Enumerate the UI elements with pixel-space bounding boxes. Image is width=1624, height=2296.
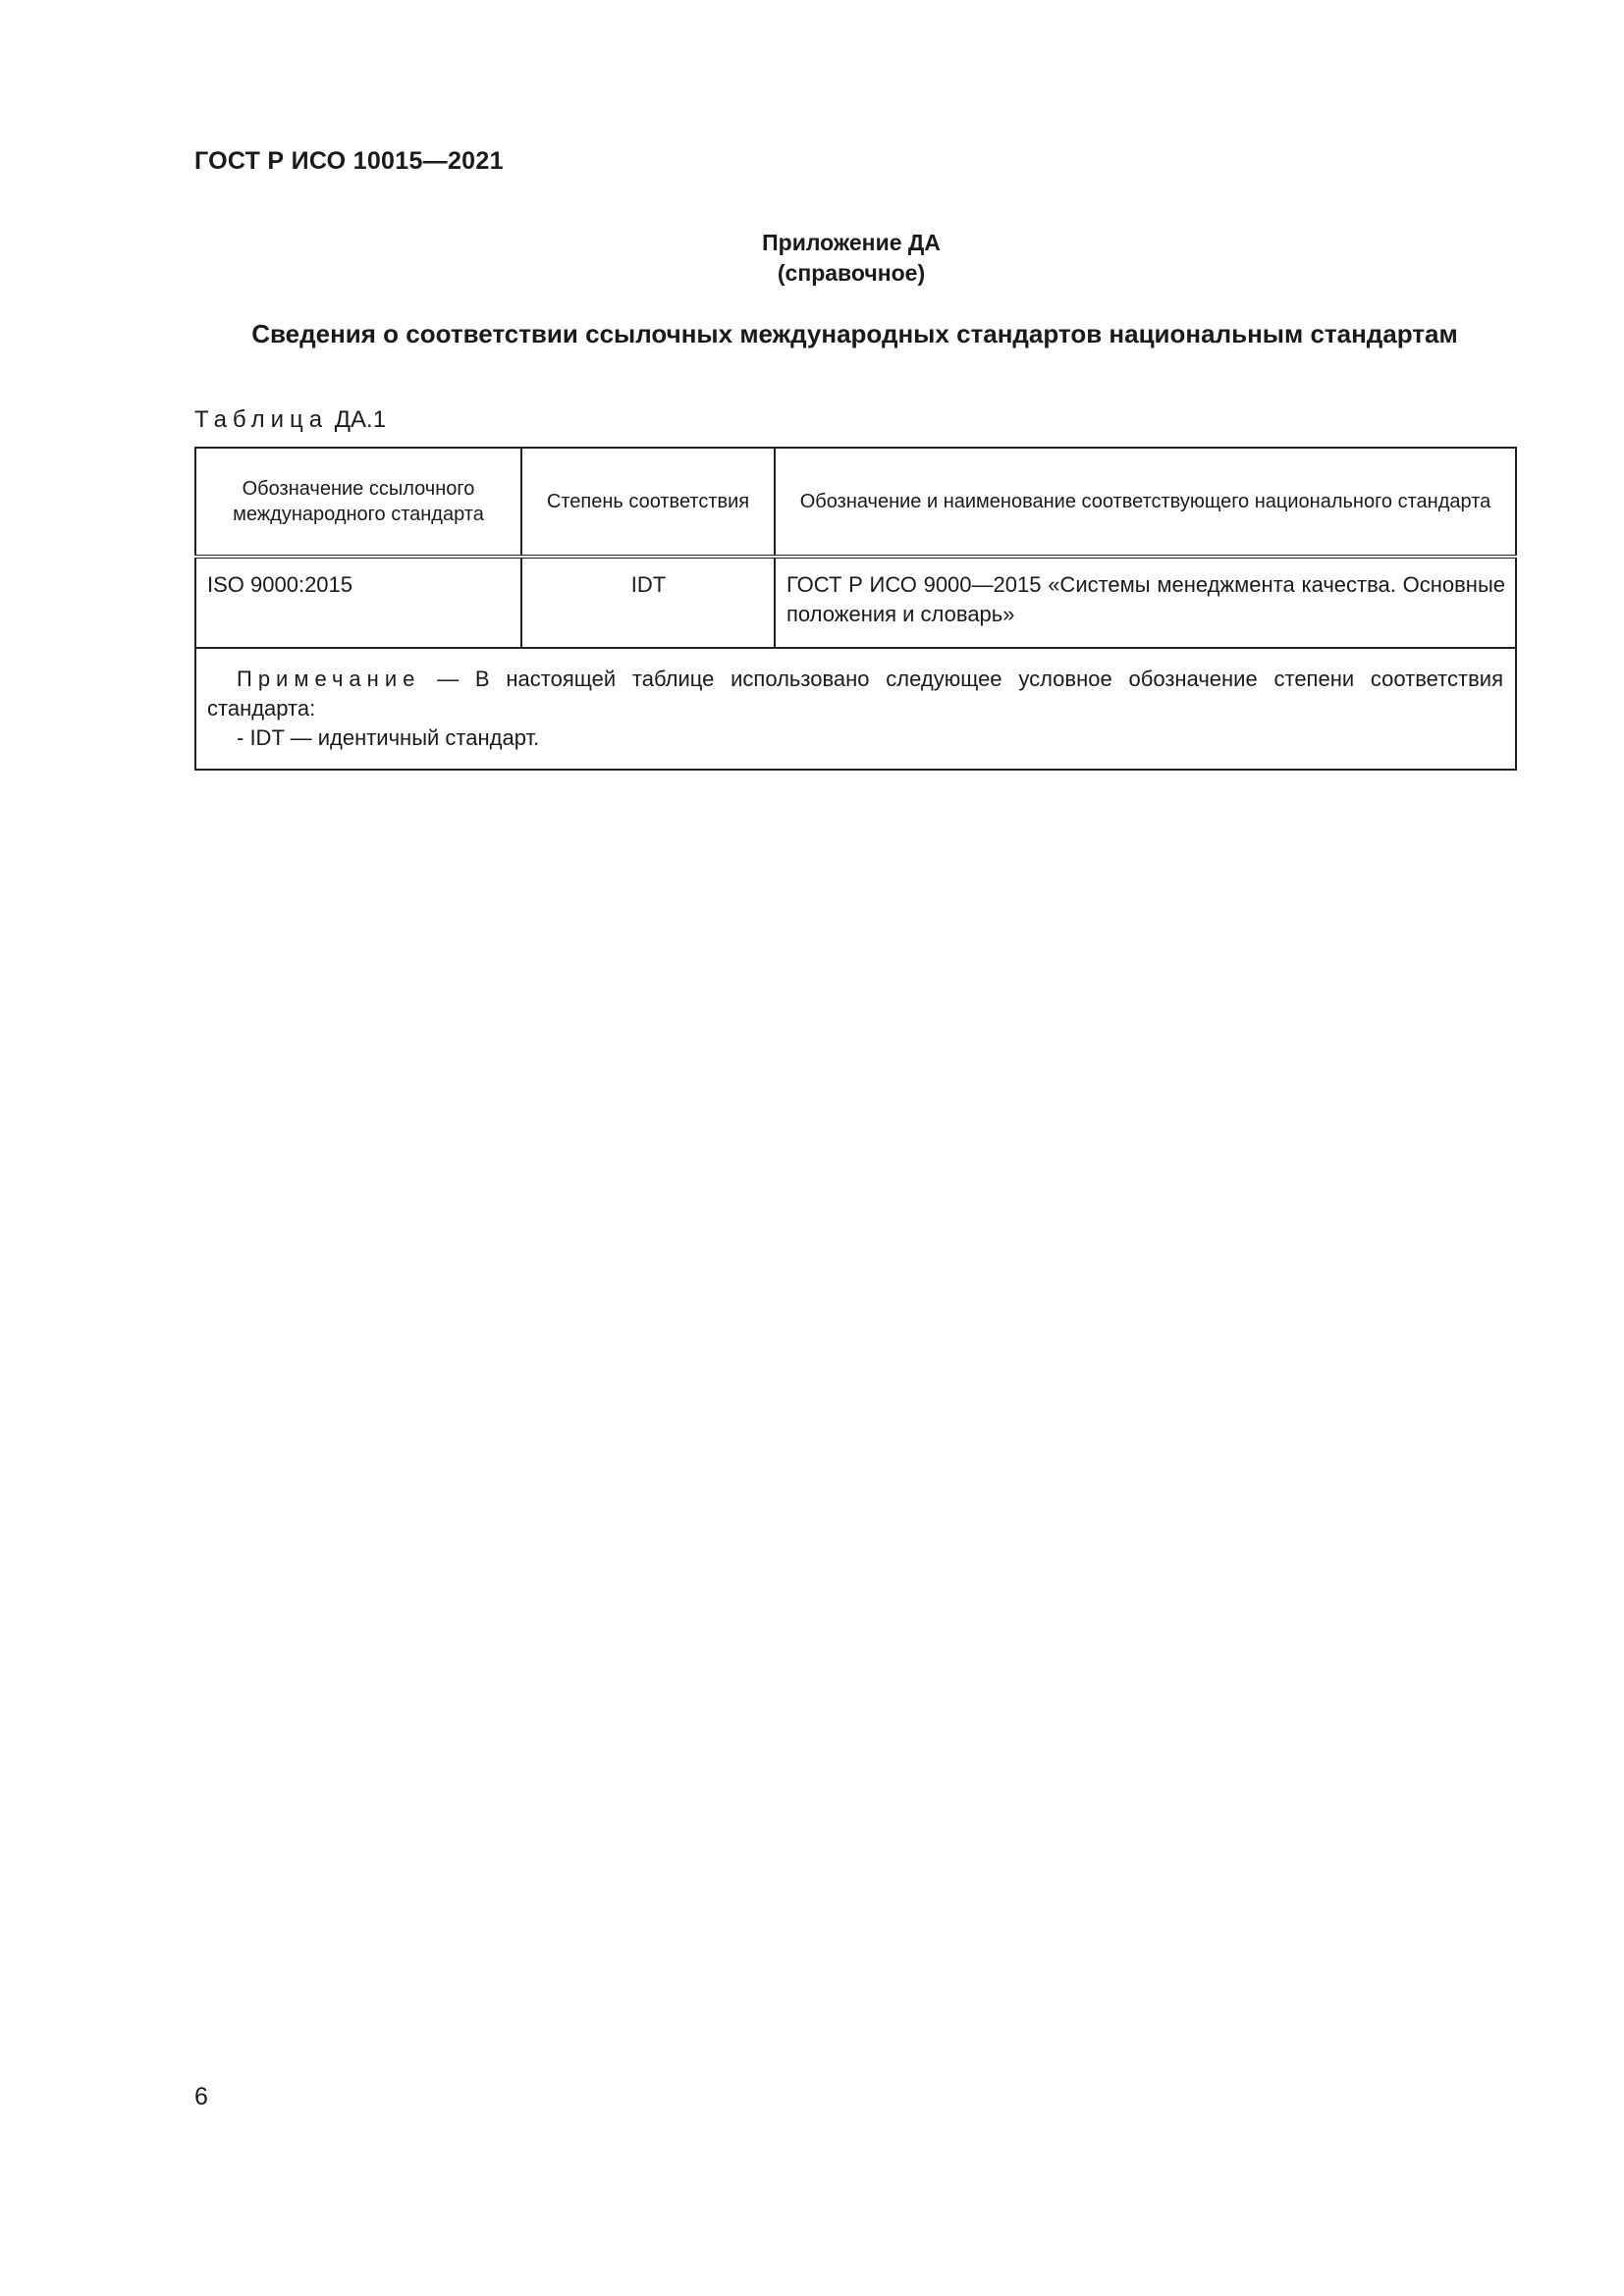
table-caption-number: ДА.1 bbox=[334, 406, 387, 433]
column-header-degree: Степень соответствия bbox=[521, 448, 775, 557]
table-caption bbox=[194, 406, 386, 434]
note-paragraph bbox=[207, 665, 1503, 723]
table-caption-word: Таблица bbox=[194, 406, 329, 433]
column-header-national-standard: Обозначение и наименование соответствующего национального стандарта bbox=[775, 448, 1516, 557]
section-title: Сведения о соответствии ссылочных международных стандартов национальным стандартам bbox=[251, 319, 1458, 348]
note-label: Примечание bbox=[237, 667, 421, 691]
cell-national-standard: ГОСТ Р ИСО 9000—2015 «Системы менеджмента качества. Основные положения и словарь» bbox=[775, 557, 1516, 648]
appendix-heading bbox=[0, 228, 1624, 289]
cell-degree: IDT bbox=[521, 557, 775, 648]
table-row bbox=[195, 557, 1516, 648]
column-header-international-standard: Обозначение ссылочного международного стандарта bbox=[195, 448, 521, 557]
correspondence-table bbox=[194, 447, 1517, 771]
page-number: 6 bbox=[194, 2083, 208, 2110]
cell-international-standard: ISO 9000:2015 bbox=[195, 557, 521, 648]
note-text: — В настоящей таблице использовано следующее условное обозначение степени соответствия стандарта: bbox=[207, 667, 1503, 721]
table-note-row bbox=[195, 648, 1516, 770]
table-header-row bbox=[195, 448, 1516, 557]
appendix-title: Приложение ДА bbox=[762, 230, 941, 255]
note-list-item: - IDT — идентичный стандарт. bbox=[237, 725, 540, 750]
appendix-subtitle: (справочное) bbox=[777, 260, 926, 286]
table-note bbox=[195, 648, 1516, 770]
document-header: ГОСТ Р ИСО 10015—2021 bbox=[194, 147, 504, 175]
